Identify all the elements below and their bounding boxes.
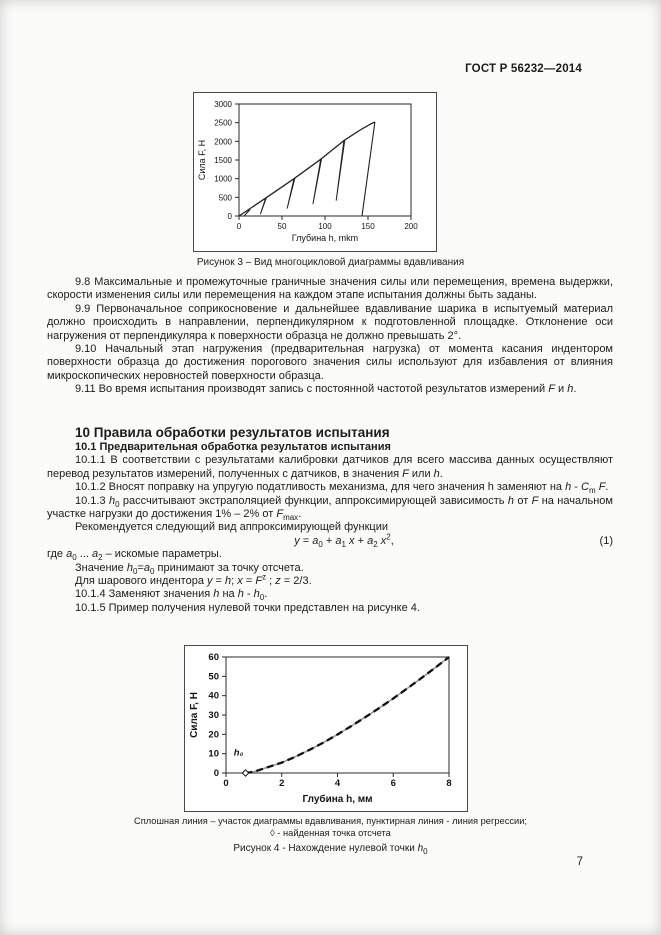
paragraph-10-1-5: 10.1.5 Пример получения нулевой точки представлен на рисунке 4.	[75, 601, 420, 614]
equation-1-body: $y = a_0 + a_1$ $x + a_2$ $x^2$,	[294, 532, 394, 550]
figure3-multicycle-indentation-chart	[194, 93, 436, 251]
svg-text:4: 4	[334, 778, 341, 789]
svg-text:h₀: h₀	[233, 747, 244, 759]
figure4-caption: Рисунок 4 - Нахождение нулевой точки $h_0$	[233, 843, 428, 856]
svg-text:50: 50	[277, 222, 287, 231]
svg-text:1000: 1000	[214, 174, 232, 184]
svg-text:100: 100	[318, 222, 332, 231]
svg-text:30: 30	[208, 710, 219, 721]
where-line: где $a_0$ ... $a_2$ – искомые параметры.	[47, 548, 222, 563]
svg-text:Сила F, Н: Сила F, Н	[197, 139, 207, 181]
section9-paragraphs	[47, 276, 613, 397]
equation-1-number: (1)	[599, 534, 613, 547]
svg-text:150: 150	[361, 222, 375, 231]
figure4-legend-line1: Сплошная линия – участок диаграммы вдавливания, пунктирная линия - линия регрессии;	[134, 816, 527, 826]
svg-text:60: 60	[208, 652, 219, 663]
figure4-legend-line2: ◊ - найденная точка отсчета	[270, 828, 391, 838]
figure4-zero-point-chart	[185, 646, 467, 811]
svg-text:Глубина h, мм: Глубина h, мм	[302, 794, 373, 805]
section10-title: 10 Правила обработки результатов испытания	[75, 425, 390, 440]
paragraph-9-10: 9.10 Начальный этап нагружения (предварительная нагрузка) от момента касания индентором поверхности образца до достижения порогового значения силы используют для избавления от влияния микроскопических неровностей поверхности образца.	[47, 343, 613, 382]
svg-text:0: 0	[227, 212, 232, 221]
paragraph-9-9: 9.9 Первоначальное соприкосновение и дальнейшее вдавливание шарика в испытуемый материал должно происходить в направлении, перпендикулярном к подготовленной площадке. Отклонение оси нагружения от перпендикуляра к поверхности образца не должно превышать 2°.	[47, 302, 613, 342]
svg-text:2500: 2500	[214, 118, 232, 128]
paragraph-9-8: 9.8 Максимальные и промежуточные граничные значения силы или перемещения, времена выдержки, скорости изменения силы или перемещения на каждом этапе испытания должны быть заданы.	[47, 276, 613, 302]
svg-text:Сила F, Н: Сила F, Н	[189, 692, 200, 738]
section10-block	[47, 424, 613, 615]
figure3-frame	[193, 92, 437, 252]
svg-text:2: 2	[279, 778, 285, 789]
section10-1-title: 10.1 Предварительная обработка результатов испытания	[75, 441, 391, 453]
svg-text:8: 8	[446, 778, 452, 789]
equation-1-row	[47, 532, 613, 550]
page-header-standard-ref: ГОСТ Р 56232—2014	[465, 63, 582, 75]
figure3-caption: Рисунок 3 – Вид многоцикловой диаграммы вдавливания	[196, 257, 465, 268]
svg-text:3000: 3000	[214, 100, 232, 109]
svg-text:40: 40	[208, 690, 219, 702]
svg-text:50: 50	[208, 671, 219, 683]
svg-text:0: 0	[223, 778, 229, 789]
ball-indenter-line: Для шарового индентора y = h; $x = F^z$ ; z = 2/3.	[75, 572, 312, 588]
svg-text:200: 200	[404, 222, 418, 231]
paragraph-10-1-3: 10.1.3 $h_0$ рассчитывают экстраполяцией функции, аппроксимирующей зависимость h от F на начальном участке нагрузки до достижения 1% – 2% от $F_{max}$.	[47, 494, 613, 523]
svg-text:500: 500	[218, 193, 232, 203]
paragraph-9-11: 9.11 Во время испытания производят запись с постоянной частотой результатов измерений F и h.	[75, 383, 577, 396]
svg-text:10: 10	[208, 748, 219, 760]
value-line: Значение $h_0=a_0$ принимают за точку отсчета.	[75, 561, 304, 576]
svg-text:20: 20	[208, 729, 219, 741]
svg-text:2000: 2000	[214, 137, 232, 147]
paragraph-10-1-1: 10.1.1 В соответствии с результатами калибровки датчиков для всего массива данных осуществляют перевод результатов измерений, полученных с датчиков, в значения F или h.	[47, 454, 613, 480]
svg-text:6: 6	[390, 778, 396, 789]
page-number: 7	[576, 856, 583, 868]
svg-text:0: 0	[236, 222, 242, 231]
recommendation-line: Рекомендуется следующий вид аппроксимирующей функции	[75, 521, 389, 534]
figure4-frame	[184, 645, 468, 812]
svg-text:0: 0	[213, 768, 219, 779]
svg-text:1500: 1500	[214, 156, 232, 165]
paragraph-10-1-4: 10.1.4 Заменяют значения h на h - $h_0$.	[75, 588, 268, 603]
svg-text:Глубина h, mkm: Глубина h, mkm	[291, 233, 359, 243]
paragraph-10-1-2: 10.1.2 Вносят поправку на упругую податливость механизма, для чего значения h заменяют на h - $C_m$ F.	[75, 481, 609, 496]
